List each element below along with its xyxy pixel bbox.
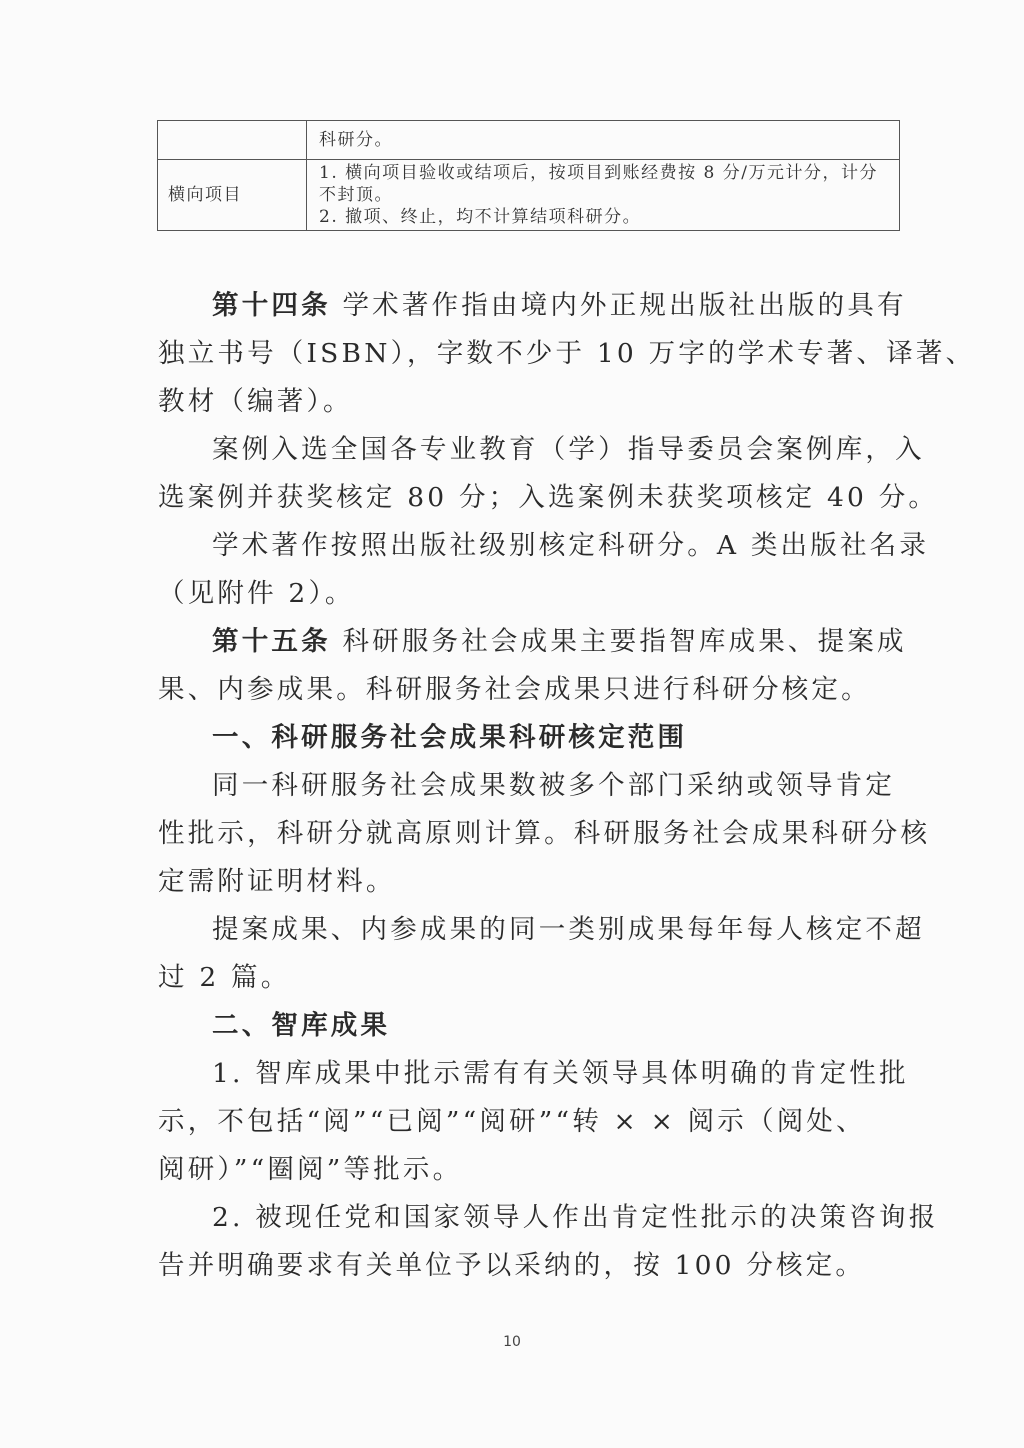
text-line: 2. 被现任党和国家领导人作出肯定性批示的决策咨询报 — [212, 1202, 939, 1233]
text-line: 果、内参成果。科研服务社会成果只进行科研分核定。 — [158, 674, 871, 705]
text-line: 学术著作按照出版社级别核定科研分。A 类出版社名录 — [212, 530, 930, 561]
text-line: 示，不包括“阅”“已阅”“阅研”“转 × × 阅示（阅处、 — [158, 1106, 866, 1137]
text-line: 案例入选全国各专业教育（学）指导委员会案例库，入 — [212, 434, 925, 465]
rule-item-2: 2. 撤项、终止，均不计算结项科研分。 — [319, 207, 642, 227]
table-cell-label — [158, 160, 307, 231]
cell-text-line: 科研分。 — [319, 130, 393, 150]
text-line: 教材（编著）。 — [158, 386, 353, 417]
article-14-text: 学术著作指由境内外正规出版社出版的具有 — [342, 290, 907, 321]
article-14-line — [158, 282, 907, 330]
row-label: 横向项目 — [168, 185, 242, 205]
table-cell-text — [307, 121, 900, 160]
text-line: 阅研）”“圈阅”等批示。 — [158, 1154, 463, 1185]
text-line: 告并明确要求有关单位予以采纳的，按 100 分核定。 — [158, 1250, 866, 1281]
section-2-title: 二、智库成果 — [212, 1010, 391, 1041]
article-14-heading: 第十四条 — [212, 290, 331, 321]
page-number: 10 — [503, 1334, 521, 1350]
section-1-title: 一、科研服务社会成果科研核定范围 — [212, 722, 688, 753]
article-15-line — [158, 618, 907, 666]
text-line: 定需附证明材料。 — [158, 866, 396, 897]
rule-item-1: 1. 横向项目验收或结项后，按项目到账经费按 8 分/万元计分，计分不封顶。 — [319, 163, 878, 205]
table-row-horizontal-project — [158, 160, 900, 231]
text-line: 提案成果、内参成果的同一类别成果每年每人核定不超 — [212, 914, 925, 945]
table-cell-text — [307, 160, 900, 231]
text-line: 同一科研服务社会成果数被多个部门采纳或领导肯定 — [212, 770, 896, 801]
text-line: 1. 智库成果中批示需有有关领导具体明确的肯定性批 — [212, 1058, 909, 1089]
document-body — [158, 282, 976, 1290]
table-row — [158, 121, 900, 160]
text-line: 性批示，科研分就高原则计算。科研服务社会成果科研分核 — [158, 818, 931, 849]
text-line: （见附件 2）。 — [158, 578, 355, 609]
text-line: 独立书号（ISBN），字数不少于 10 万字的学术专著、译著、 — [158, 338, 976, 369]
article-15-heading: 第十五条 — [212, 626, 331, 657]
article-15-text: 科研服务社会成果主要指智库成果、提案成 — [342, 626, 907, 657]
text-line: 过 2 篇。 — [158, 962, 291, 993]
text-line: 选案例并获奖核定 80 分；入选案例未获奖项核定 40 分。 — [158, 482, 939, 513]
table-cell-label — [158, 121, 307, 160]
scoring-table — [157, 120, 900, 231]
